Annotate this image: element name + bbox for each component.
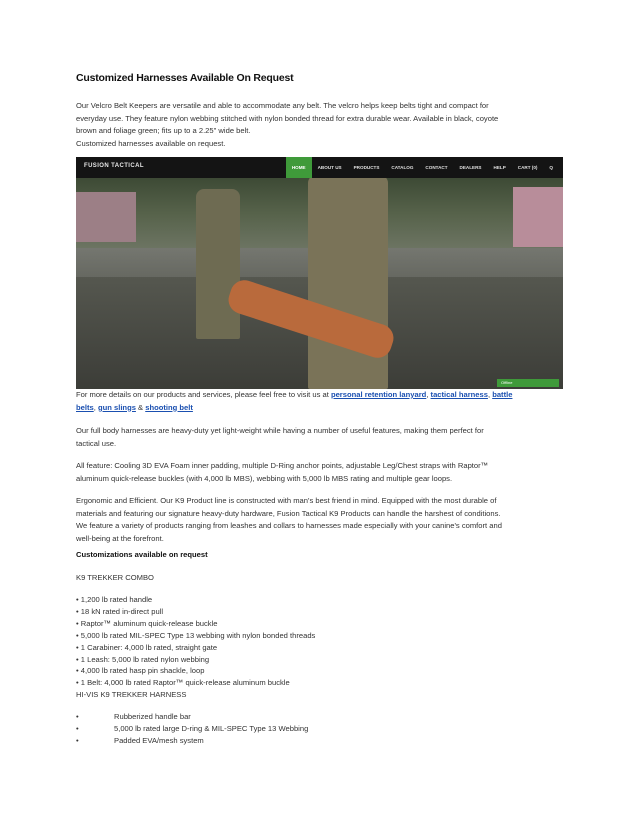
nav-contact: CONTACT — [425, 165, 448, 170]
list-item: • 5,000 lb rated MIL-SPEC Type 13 webbing with nylon bonded threads — [76, 630, 316, 640]
list-item-text: Rubberized handle bar — [114, 712, 191, 721]
details-line — [76, 389, 564, 402]
nav-products: PRODUCTS — [353, 165, 380, 170]
list-item — [76, 711, 308, 723]
k9-trekker-heading: K9 TREKKER COMBO — [76, 573, 154, 582]
page-title: Customized Harnesses Available On Request — [76, 72, 294, 84]
list-item-text: 5,000 lb rated large D-ring & MIL-SPEC Type 13 Webbing — [114, 724, 309, 733]
details-line — [76, 402, 564, 415]
text-line: aluminum quick-release buckles (with 4,000 lb MBS), webbing with 5,000 lb MBS rating and multiple gear loops. — [76, 473, 453, 483]
list-item: • 1 Carabiner: 4,000 lb rated, straight gate — [76, 642, 218, 652]
k9-trekker-list — [76, 594, 315, 701]
search-icon: Q — [549, 165, 553, 170]
text-line: tactical use. — [76, 438, 117, 448]
list-item — [76, 735, 308, 747]
soldier-left — [196, 189, 240, 339]
link-battle-belts-cont[interactable]: belts — [76, 402, 94, 412]
details-prefix: For more details on our products and services, please feel free to visit us at — [76, 390, 331, 399]
text-line: Our full body harnesses are heavy-duty yet light-weight while having a number of useful features, making them perfect for — [76, 426, 484, 435]
link-personal-retention-lanyard[interactable]: personal retention lanyard — [330, 390, 427, 399]
full-body-paragraph — [76, 425, 564, 450]
details-paragraph — [76, 389, 564, 414]
nav-dealers: DEALERS — [459, 165, 482, 170]
list-item: • 1 Belt: 4,000 lb rated Raptor™ quick-release aluminum buckle — [76, 678, 290, 688]
intro-line: Our Velcro Belt Keepers are versatile and able to accommodate any belt. The velcro helps keep belts tight and compact for — [76, 101, 489, 110]
customizations-heading: Customizations available on request — [76, 550, 208, 559]
bullet-mark: • — [76, 712, 79, 721]
site-brand: FUSION TACTICAL — [84, 163, 144, 169]
details-sep: , — [487, 390, 493, 399]
nav-catalog: CATALOG — [391, 165, 414, 170]
building-right — [513, 187, 563, 247]
site-nav-menu — [286, 157, 559, 178]
hivis-heading: HI-VIS K9 TREKKER HARNESS — [76, 690, 187, 700]
list-item: • 1 Leash: 5,000 lb rated nylon webbing — [76, 654, 210, 664]
nav-help: HELP — [493, 165, 506, 170]
intro-line: brown and foliage green; fits up to a 2.25" wide belt. — [76, 126, 251, 136]
link-gun-slings[interactable]: gun slings — [97, 402, 136, 412]
nav-about: ABOUT US — [317, 165, 342, 170]
text-line: We feature a variety of products ranging from leashes and collars to harnesses made especially with your canine's comfort and — [76, 521, 502, 531]
link-battle-belts[interactable]: battle — [492, 390, 513, 399]
nav-cart: CART (0) — [517, 165, 538, 170]
website-screenshot-image — [76, 157, 563, 389]
link-tactical-harness[interactable]: tactical harness — [430, 390, 488, 399]
list-item: • 1,200 lb rated handle — [76, 595, 153, 604]
k9-paragraph — [76, 495, 564, 545]
text-line: All feature: Cooling 3D EVA Foam inner padding, multiple D-Ring anchor points, adjustable Leg/Chest straps with Raptor™ — [76, 461, 489, 470]
details-sep: & — [135, 402, 146, 412]
site-navbar — [76, 157, 563, 178]
list-item: • Raptor™ aluminum quick-release buckle — [76, 618, 218, 628]
building-left — [76, 192, 136, 242]
link-shooting-belt[interactable]: shooting belt — [145, 402, 193, 412]
features-paragraph — [76, 460, 564, 485]
intro-line: Customized harnesses available on request. — [76, 138, 226, 148]
nav-home: HOME — [286, 157, 312, 178]
intro-paragraph — [76, 100, 564, 150]
bullet-mark: • — [76, 736, 79, 745]
list-item — [76, 723, 308, 735]
intro-line: everyday use. They feature nylon webbing stitched with nylon bonded thread for extra durable wear. Available in black, coyote — [76, 113, 499, 123]
list-item-text: Padded EVA/mesh system — [114, 736, 204, 745]
text-line: well-being at the forefront. — [76, 533, 164, 543]
list-item: • 18 kN rated in-direct pull — [76, 606, 164, 616]
offline-badge: Offline — [497, 379, 559, 387]
details-sep: , — [426, 390, 431, 399]
text-line: Ergonomic and Efficient. Our K9 Product line is constructed with man's best friend in mind. Equipped with the most durable of — [76, 496, 497, 505]
list-item: • 4,000 lb rated hasp pin shackle, loop — [76, 666, 205, 676]
bullet-mark: • — [76, 724, 79, 733]
text-line: materials and featuring our signature heavy-duty hardware, Fusion Tactical K9 Products can handle the harshest of conditions. — [76, 508, 501, 518]
details-sep: , — [93, 402, 98, 412]
hivis-list — [76, 711, 308, 747]
